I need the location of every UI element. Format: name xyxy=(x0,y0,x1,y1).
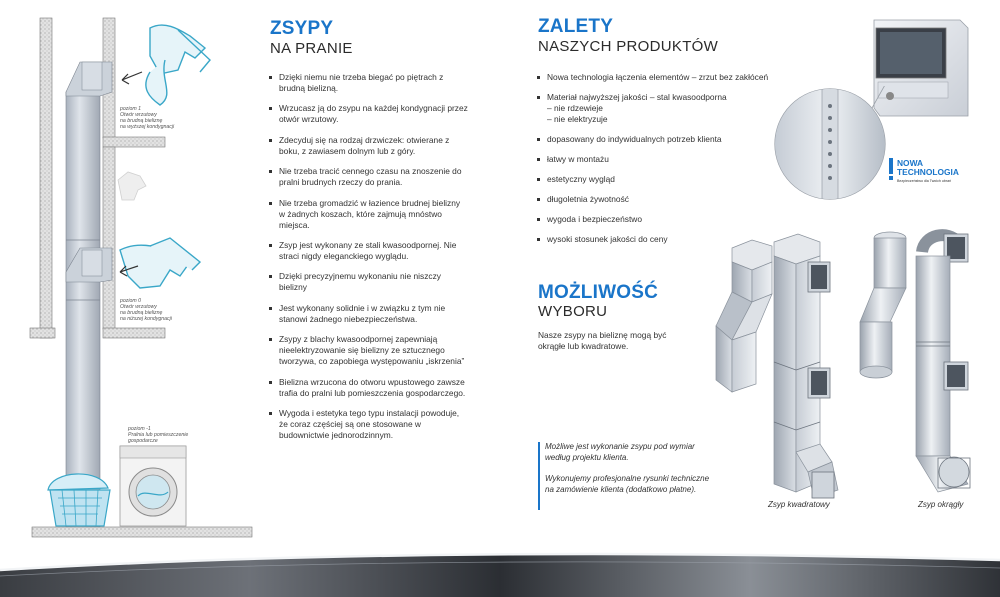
floor-slab-upper xyxy=(103,137,165,147)
benefit-item: Bielizna wrzucona do otworu wpustowego zawsze trafia do pralni lub pomieszczenia gospodarczego. xyxy=(268,377,468,399)
advantage-text: estetyczny wygląd xyxy=(547,174,615,184)
floor-slab-left xyxy=(30,328,55,338)
round-chute-image xyxy=(852,222,982,502)
laundry-upper-icon xyxy=(146,25,210,105)
brushed-steel-footer xyxy=(0,540,1000,597)
advantage-item xyxy=(536,174,776,185)
benefit-item: Zsyp jest wykonany ze stali kwasoodpornej. Nie straci nigdy eleganckiego wyglądu. xyxy=(268,240,468,262)
left-wall xyxy=(40,18,52,338)
chute-installation-diagram xyxy=(0,0,260,540)
floor-slab-bottom xyxy=(32,527,252,537)
benefit-item: Dzięki precyzyjnemu wykonaniu nie niszczy bielizny xyxy=(268,271,468,293)
advantage-item xyxy=(536,92,776,125)
custom-size-note: Możliwe jest wykonanie zsypu pod wymiar według projektu klienta. xyxy=(545,442,695,462)
benefits-list xyxy=(268,72,468,450)
floor-slab-lower xyxy=(103,328,165,338)
square-chute-image xyxy=(712,222,842,502)
benefit-item: Dzięki niemu nie trzeba biegać po piętrach z brudną bielizną. xyxy=(268,72,468,94)
benefit-item: Wrzucasz ją do zsypu na każdej kondygnacji przez otwór wrzutowy. xyxy=(268,103,468,125)
laundry-falling-icon xyxy=(118,172,146,200)
advantage-text: wygoda i bezpieczeństwo xyxy=(547,214,642,224)
advantage-text: Nowa technologia łączenia elementów – zrzut bez zakłóceń xyxy=(547,72,769,82)
washing-machine-icon xyxy=(120,446,186,526)
floor-label-basement: poziom -1 Pralnia lub pomieszczenie gospodarcze xyxy=(128,426,189,444)
benefit-item: Wygoda i estetyka tego typu instalacji powoduje, że coraz częściej są one stosowane w budownictwie jednorodzinnym. xyxy=(268,408,468,441)
note-accent-bar xyxy=(538,442,540,510)
exclamation-icon xyxy=(888,158,894,180)
benefit-item: Nie trzeba tracić cennego czasu na znoszenie do pralni brudnych rzeczy do prania. xyxy=(268,166,468,188)
mozliwosc-title: MOŻLIWOŚĆ xyxy=(538,282,659,303)
advantage-text: wysoki stosunek jakości do ceny xyxy=(547,234,668,244)
advantage-subitem: – nie elektryzuje xyxy=(547,114,608,124)
right-wall-middle xyxy=(103,147,115,329)
advantage-item xyxy=(536,72,776,83)
zsypy-subtitle: NA PRANIE xyxy=(270,40,353,57)
advantage-item xyxy=(536,154,776,165)
advantage-text: długoletnia żywotność xyxy=(547,194,629,204)
new-technology-badge xyxy=(888,158,988,188)
benefit-item: Jest wykonany solidnie i w związku z tym nie stanowi żadnego niebezpieczeństwa. xyxy=(268,303,468,325)
caption-round: Zsyp okrągły xyxy=(918,500,964,509)
laundry-lower-icon xyxy=(120,238,200,288)
badge-small-text: Bezpieczeństwo dla Twoich ubrań xyxy=(897,179,952,183)
advantage-text: dopasowany do indywidualnych potrzeb klienta xyxy=(547,134,722,144)
floor-label-lower: poziom 0 Otwór wrzutowy na brudną bieliznę na niższej kondygnacji xyxy=(120,298,172,322)
badge-title: NOWA TECHNOLOGIA xyxy=(897,158,959,177)
arrow-upper-icon xyxy=(122,72,142,84)
technical-drawings-note: Wykonujemy profesjonalne rysunki techniczne na zamówienie klienta (dodatkowo płatne). xyxy=(545,474,710,494)
zsypy-title: ZSYPY xyxy=(270,18,334,39)
joint-detail-zoom-image xyxy=(772,86,888,202)
advantage-item xyxy=(536,134,776,145)
chute-pipe xyxy=(66,92,100,532)
zalety-title: ZALETY xyxy=(538,16,614,37)
benefit-item: Nie trzeba gromadzić w łazience brudnej bielizny w żadnych koszach, które zajmują mnóstwo miejsca. xyxy=(268,198,468,231)
benefit-item: Zdecyduj się na rodzaj drzwiczek: otwierane z boku, z zawiasem dolnym lub z góry. xyxy=(268,135,468,157)
laundry-basket-icon xyxy=(48,474,110,526)
caption-square: Zsyp kwadratowy xyxy=(768,500,830,509)
mozliwosc-subtitle: WYBORU xyxy=(538,303,608,320)
zalety-subtitle: NASZYCH PRODUKTÓW xyxy=(538,38,719,55)
floor-label-upper: poziom 1 Otwór wrzutowy na brudną bieliznę na wyższej kondygnacji xyxy=(120,106,175,130)
advantage-item xyxy=(536,194,776,205)
advantage-text: łatwy w montażu xyxy=(547,154,609,164)
advantage-text: Materiał najwyższej jakości – stal kwasoodporna xyxy=(547,92,727,102)
choice-description: Nasze zsypy na bieliznę mogą być okrągłe lub kwadratowe. xyxy=(538,330,667,351)
benefit-item: Zsypy z blachy kwasoodpornej zapewniają nieelektryzowanie się bielizny ze sztucznego tworzywa, co zapobiega występowaniu „iskrzenia” xyxy=(268,334,468,367)
advantage-subitem: – nie rdzewieje xyxy=(547,103,603,113)
